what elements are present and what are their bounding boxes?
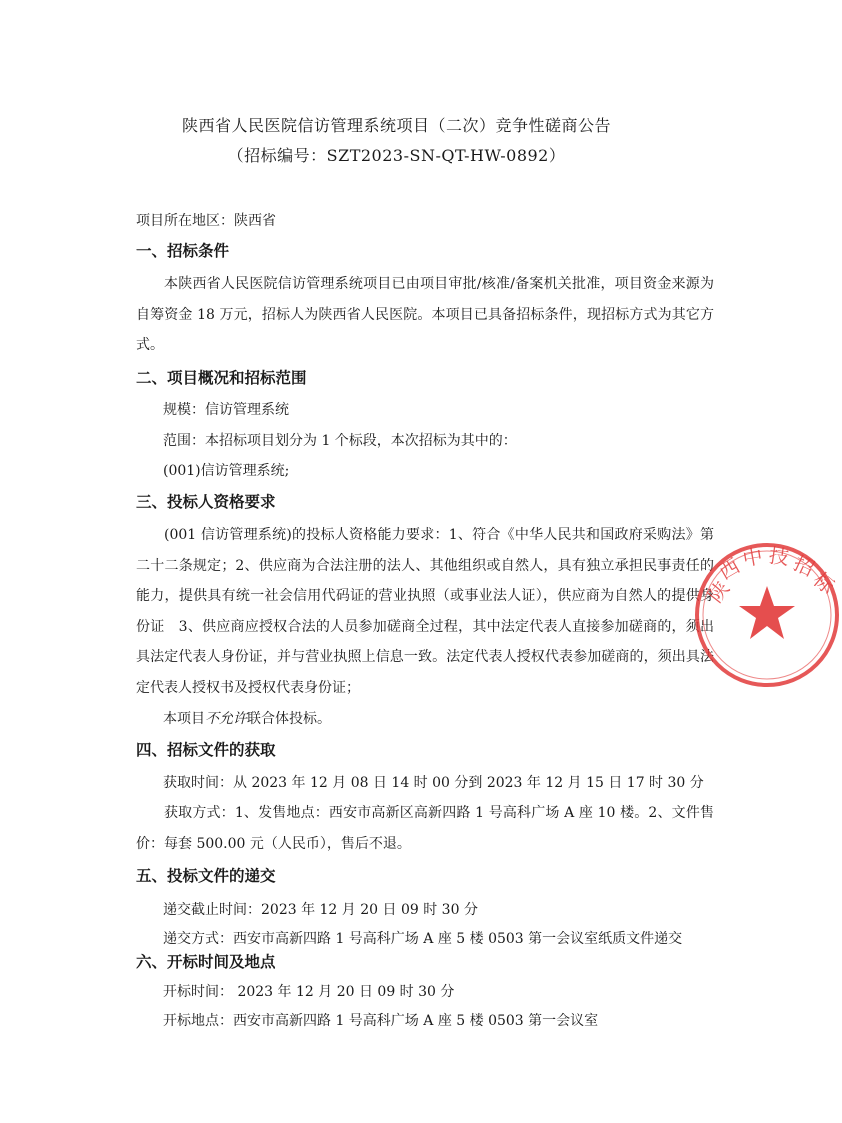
opening-time: 开标时间： 2023 年 12 月 20 日 09 时 30 分 <box>163 984 455 1000</box>
consortium-prefix: 本项目 <box>163 711 205 727</box>
company-seal <box>692 540 842 690</box>
svg-text:招: 招 <box>789 550 819 581</box>
consortium-statement <box>163 709 331 729</box>
submission-deadline: 递交截止时间：2023 年 12 月 20 日 09 时 30 分 <box>163 902 478 918</box>
project-scope: 范围：本招标项目划分为 1 个标段，本次招标为其中的： <box>163 433 517 449</box>
project-region: 项目所在地区：陕西省 <box>136 213 276 229</box>
section-heading-3: 三、投标人资格要求 <box>136 493 276 511</box>
submission-method: 递交方式：西安市高新四路 1 号高科广场 A 座 5 楼 0503 第一会议室纸质文件递交 <box>163 931 683 947</box>
qualification-paragraph: (001 信访管理系统)的投标人资格能力要求：1、符合《中华人民共和国政府采购法》第二十二条规定；2、供应商为合法注册的法人、其他组织或自然人，具有独立承担民事责任的能力，提供具有统一社会信用代码证的营业执照（或事业法人证），供应商为自然人的提供身份证 3、供应商应授权合法的人员参加磋商全过程，其中法定代表人直接参加磋商的，须出具法定代表人身份证，并与营业执照上信息一致。法定代表人授权代表参加磋商的，须出具法定代表人授权书及授权代表身份证； <box>136 527 714 696</box>
consortium-not-allowed: 不允许 <box>205 711 247 727</box>
consortium-suffix: 联合体投标。 <box>247 711 331 727</box>
project-lot: (001)信访管理系统; <box>163 463 290 479</box>
section-heading-5: 五、投标文件的递交 <box>136 867 276 885</box>
svg-text:标: 标 <box>808 567 840 599</box>
acquisition-time: 获取时间：从 2023 年 12 月 08 日 14 时 00 分到 2023 年 12 月 15 日 17 时 30 分 <box>163 775 704 791</box>
section-heading-1: 一、招标条件 <box>136 242 230 260</box>
seal-star-icon <box>739 586 795 639</box>
svg-text:陕: 陕 <box>703 576 735 608</box>
section-heading-2: 二、项目概况和招标范围 <box>136 369 307 387</box>
svg-text:技: 技 <box>767 543 791 570</box>
document-title: 陕西省人民医院信访管理系统项目（二次）竞争性磋商公告 <box>181 116 611 135</box>
tender-number: （招标编号：SZT2023-SN-QT-HW-0892） <box>227 146 566 165</box>
section-heading-4: 四、招标文件的获取 <box>136 741 276 759</box>
acquisition-method: 获取方式：1、发售地点：西安市高新区高新四路 1 号高科广场 A 座 10 楼。2、文件售价：每套 500.00 元（人民币），售后不退。 <box>136 805 714 852</box>
project-scale: 规模：信访管理系统 <box>163 402 289 418</box>
opening-place: 开标地点：西安市高新四路 1 号高科广场 A 座 5 楼 0503 第一会议室 <box>163 1013 599 1029</box>
svg-text:西: 西 <box>714 553 744 585</box>
svg-text:中: 中 <box>740 543 765 571</box>
section-heading-6: 六、开标时间及地点 <box>136 953 276 971</box>
section-1-paragraph: 本陕西省人民医院信访管理系统项目已由项目审批/核准/备案机关批准，项目资金来源为自筹资金 18 万元，招标人为陕西省人民医院。本项目已具备招标条件，现招标方式为其它方式。 <box>136 276 714 353</box>
